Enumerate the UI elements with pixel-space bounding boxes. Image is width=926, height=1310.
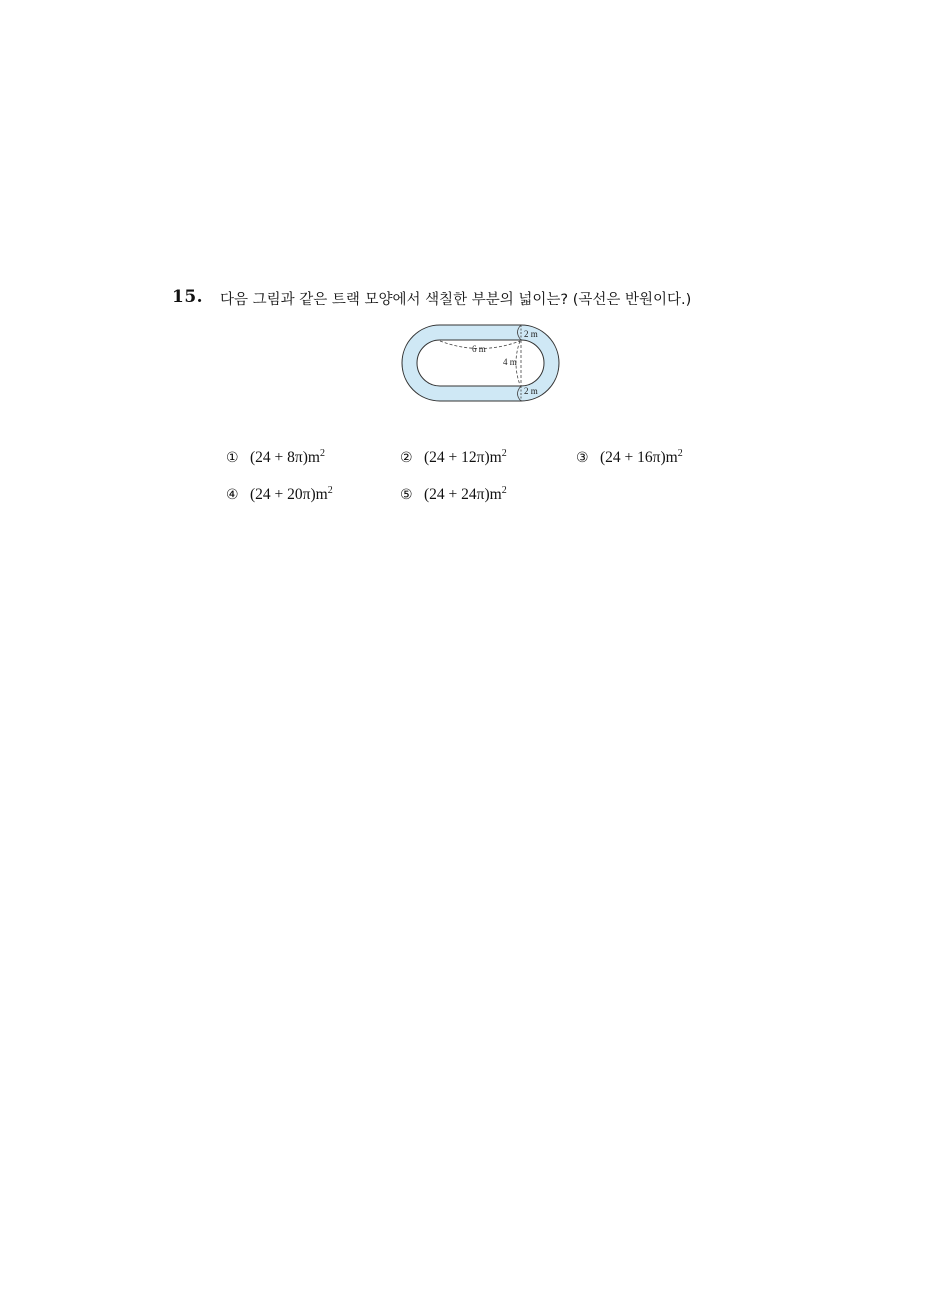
choice-3-expression: (24 + 16π)m bbox=[600, 449, 678, 466]
choice-1-power: 2 bbox=[319, 448, 325, 459]
choice-2[interactable] bbox=[400, 449, 507, 467]
choice-3[interactable] bbox=[576, 449, 683, 467]
inner-height-label: 4 m bbox=[503, 357, 517, 367]
bottom-width-label: 2 m bbox=[524, 386, 538, 396]
choice-2-marker: ② bbox=[400, 450, 413, 466]
track-diagram bbox=[400, 320, 566, 406]
question-header bbox=[172, 287, 872, 317]
choice-4-marker: ④ bbox=[226, 487, 239, 503]
question-text: 다음 그림과 같은 트랙 모양에서 색칠한 부분의 넓이는? (곡선은 반원이다.) bbox=[220, 292, 692, 308]
choice-4[interactable] bbox=[226, 486, 333, 504]
choice-5-power: 2 bbox=[501, 485, 507, 496]
question-number: 15. bbox=[172, 287, 204, 307]
choice-3-marker: ③ bbox=[576, 450, 589, 466]
choice-1[interactable] bbox=[226, 449, 325, 467]
choice-1-marker: ① bbox=[226, 450, 239, 466]
choice-4-expression: (24 + 20π)m bbox=[250, 486, 328, 503]
top-width-label: 2 m bbox=[524, 329, 538, 339]
choice-5-marker: ⑤ bbox=[400, 487, 413, 503]
choice-5[interactable] bbox=[400, 486, 507, 504]
choice-2-expression: (24 + 12π)m bbox=[424, 449, 502, 466]
choice-1-expression: (24 + 8π)m bbox=[250, 449, 320, 466]
choice-4-power: 2 bbox=[327, 485, 333, 496]
choice-5-expression: (24 + 24π)m bbox=[424, 486, 502, 503]
track-figure bbox=[400, 320, 566, 406]
length-label: 6 m bbox=[472, 344, 486, 354]
choice-2-power: 2 bbox=[501, 448, 507, 459]
choice-3-power: 2 bbox=[677, 448, 683, 459]
